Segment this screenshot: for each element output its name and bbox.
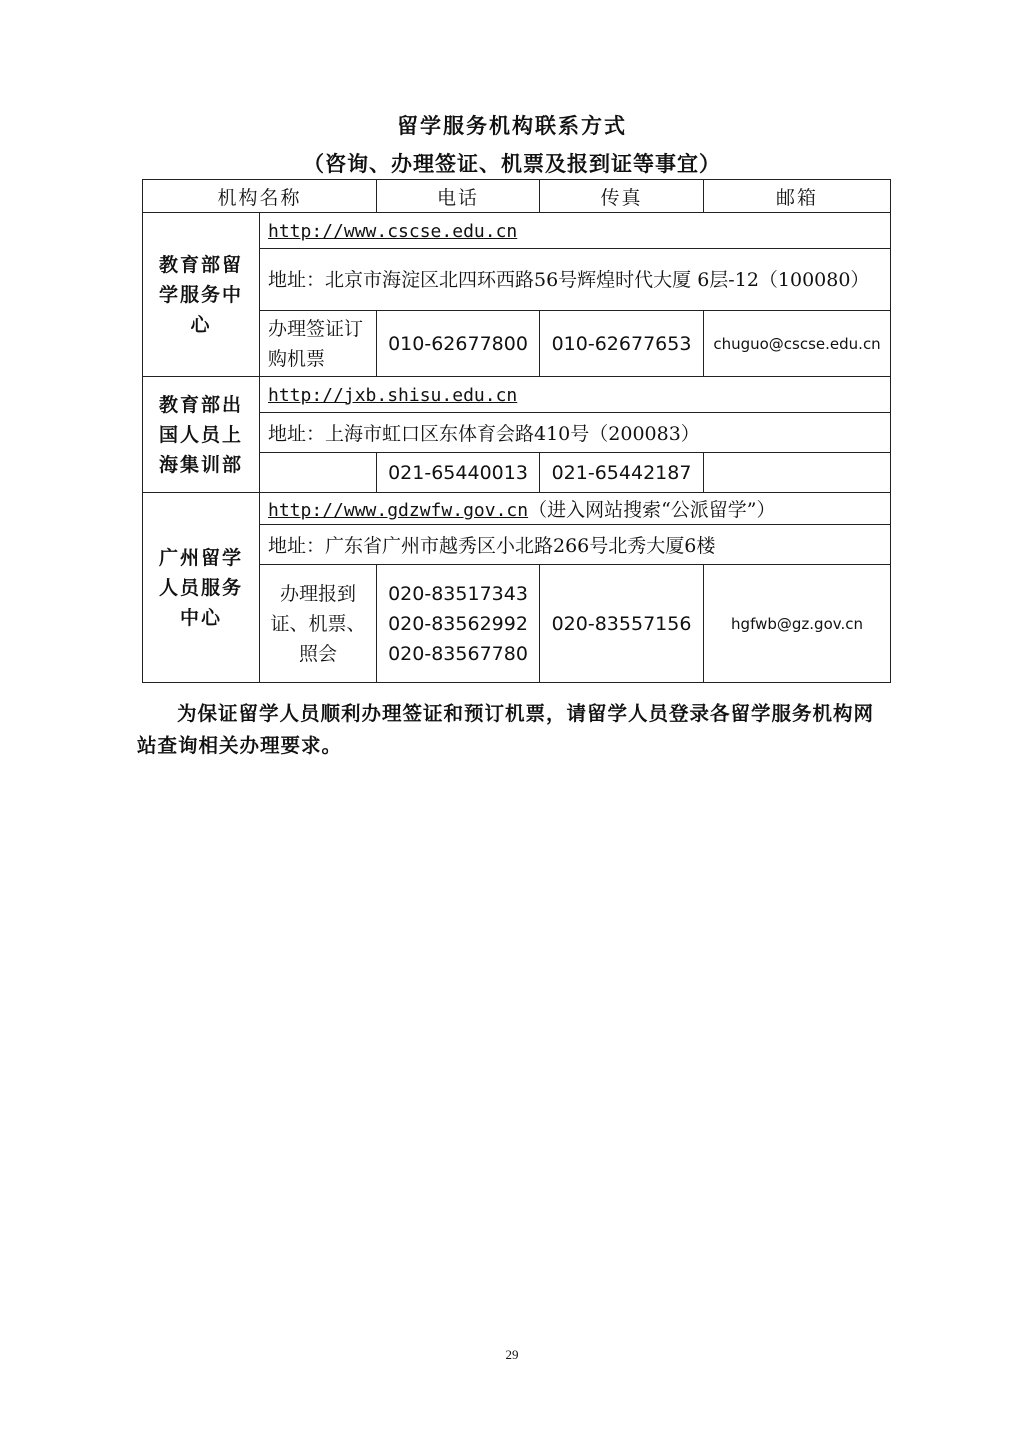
table-row xyxy=(143,493,891,525)
page-number: 29 xyxy=(505,1347,519,1362)
org-url-note: （进入网站搜索“公派留学”） xyxy=(528,499,776,521)
table-header-row xyxy=(143,180,891,213)
org-phone: 020-83567780 xyxy=(388,642,528,665)
org-service: 办理签证订购机票 xyxy=(260,311,377,377)
org-fax: 010-62677653 xyxy=(540,311,704,377)
document-title: 留学服务机构联系方式 xyxy=(397,114,627,138)
org-address: 地址：广东省广州市越秀区小北路266号北秀大厦6楼 xyxy=(260,525,891,565)
notice-paragraph: 为保证留学人员顺利办理签证和预订机票，请留学人员登录各留学服务机构网站查询相关办理要求。 xyxy=(137,702,875,757)
org-fax: 020-83557156 xyxy=(540,565,704,683)
contact-table xyxy=(142,179,891,683)
org-name: 广州留学人员服务中心 xyxy=(143,493,260,683)
org-name: 教育部留学服务中心 xyxy=(143,213,260,377)
org-url-cell xyxy=(260,493,891,525)
org-phone: 020-83562992 xyxy=(388,612,528,635)
table-row xyxy=(143,377,891,413)
org-service: 办理报到证、机票、照会 xyxy=(260,565,377,683)
org-phone: 021-65440013 xyxy=(377,453,540,493)
org-url-link[interactable]: http://www.cscse.edu.cn xyxy=(268,220,518,242)
header-fax: 传真 xyxy=(540,180,704,213)
org-service xyxy=(260,453,377,493)
org-email: chuguo@cscse.edu.cn xyxy=(704,311,891,377)
org-url-link[interactable]: http://jxb.shisu.edu.cn xyxy=(268,384,518,406)
header-email: 邮箱 xyxy=(704,180,891,213)
org-address: 地址：北京市海淀区北四环西路56号辉煌时代大厦 6层-12（100080） xyxy=(260,249,891,311)
header-phone: 电话 xyxy=(377,180,540,213)
org-name: 教育部出国人员上海集训部 xyxy=(143,377,260,493)
org-url-cell xyxy=(260,377,891,413)
org-phone: 020-83517343 xyxy=(388,582,528,605)
header-org-name: 机构名称 xyxy=(143,180,377,213)
document-subtitle: （咨询、办理签证、机票及报到证等事宜） xyxy=(303,152,721,176)
org-phones xyxy=(377,565,540,683)
org-phone: 010-62677800 xyxy=(377,311,540,377)
org-email: hgfwb@gz.gov.cn xyxy=(704,565,891,683)
org-url-cell xyxy=(260,213,891,249)
org-url-link[interactable]: http://www.gdzwfw.gov.cn xyxy=(268,500,529,521)
org-address: 地址：上海市虹口区东体育会路410号（200083） xyxy=(260,413,891,453)
org-email xyxy=(704,453,891,493)
org-fax: 021-65442187 xyxy=(540,453,704,493)
table-row xyxy=(143,213,891,249)
